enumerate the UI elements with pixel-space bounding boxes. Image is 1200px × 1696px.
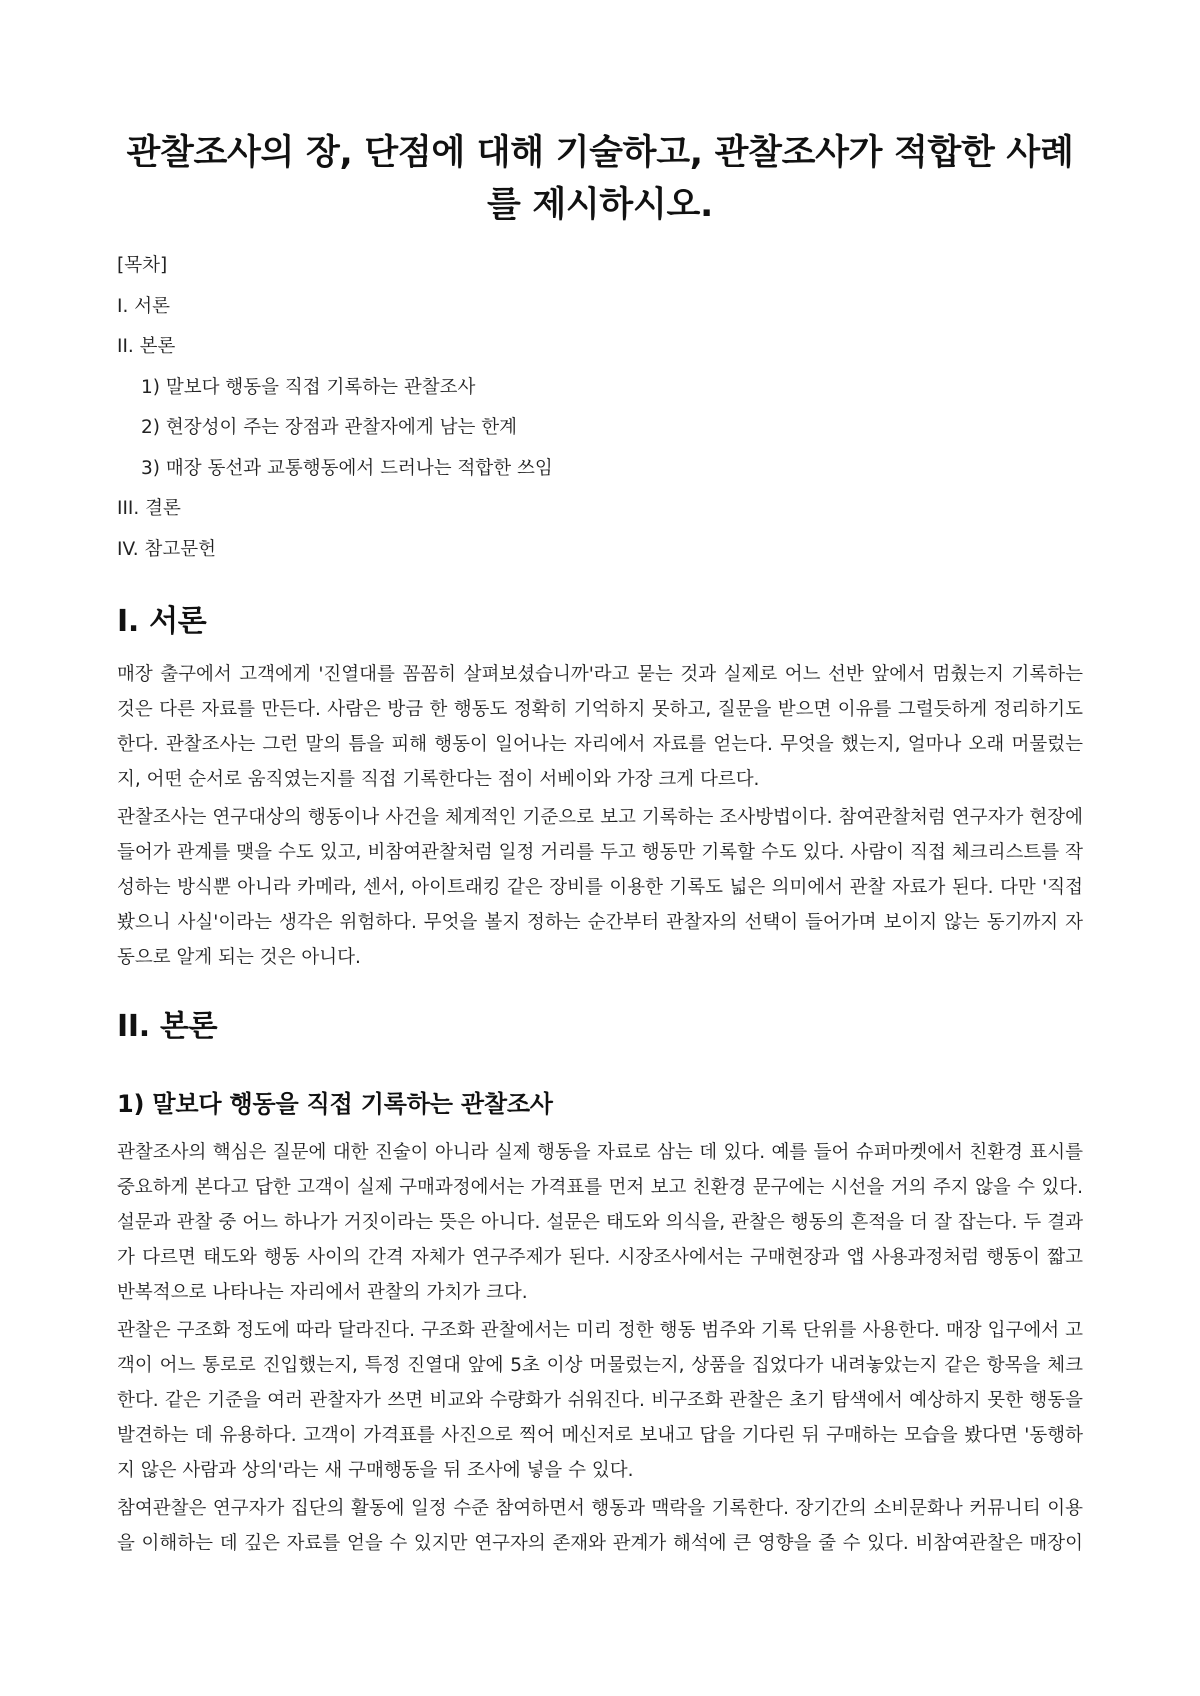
document-title: 관찰조사의 장, 단점에 대해 기술하고, 관찰조사가 적합한 사례를 제시하시오. [126,133,1074,225]
table-of-contents [117,246,1083,570]
section-introduction [117,602,1083,975]
paragraph: 관찰은 구조화 정도에 따라 달라진다. 구조화 관찰에서는 미리 정한 행동 범주와 기록 단위를 사용한다. 매장 입구에서 고객이 어느 통로로 진입했는지, 특정 진열대 앞에 5초 이상 머물렀는지, 상품을 집었다가 내려놓았는지 같은 항목을 체크한다. 같은 기준을 여러 관찰자가 쓰면 비교와 수량화가 쉬워진다. 비구조화 관찰은 초기 탐색에서 예상하지 못한 행동을 발견하는 데 유용하다. 고객이 가격표를 사진으로 찍어 메신저로 보내고 답을 기다린 뒤 구매하는 모습을 봤다면 '동행하지 않은 사람과 상의'라는 새 구매행동을 뒤 조사에 넣을 수 있다. [117,1320,1083,1481]
paragraph: 참여관찰은 연구자가 집단의 활동에 일정 수준 참여하면서 행동과 맥락을 기록한다. 장기간의 소비문화나 커뮤니티 이용을 이해하는 데 깊은 자료를 얻을 수 있지만 연구자의 존재와 관계가 해석에 큰 영향을 줄 수 있다. 비참여관찰은 매장이 [117,1498,1083,1554]
toc-item: III. 결론 [117,498,181,519]
toc-subitem: 1) 말보다 행동을 직접 기록하는 관찰조사 [141,376,476,398]
toc-subitem: 2) 현장성이 주는 장점과 관찰자에게 남는 한계 [141,417,517,438]
toc-heading: [목차] [117,255,168,276]
paragraph: 매장 출구에서 고객에게 '진열대를 꼼꼼히 살펴보셨습니까'라고 묻는 것과 실제로 어느 선반 앞에서 멈췄는지 기록하는 것은 다른 자료를 만든다. 사람은 방금 한 행동도 정확히 기억하지 못하고, 질문을 받으면 이유를 그럴듯하게 정리하기도 한다. 관찰조사는 그런 말의 틈을 피해 행동이 일어나는 자리에서 자료를 얻는다. 무엇을 했는지, 얼마나 오래 머물렀는지, 어떤 순서로 움직였는지를 직접 기록한다는 점이 서베이와 가장 크게 다르다. [117,663,1083,790]
section-heading: II. 본론 [117,1008,218,1044]
section-heading: I. 서론 [117,604,207,639]
paragraph: 관찰조사는 연구대상의 행동이나 사건을 체계적인 기준으로 보고 기록하는 조사방법이다. 참여관찰처럼 연구자가 현장에 들어가 관계를 맺을 수도 있고, 비참여관찰처럼 일정 거리를 두고 행동만 기록할 수도 있다. 사람이 직접 체크리스트를 작성하는 방식뿐 아니라 카메라, 센서, 아이트래킹 같은 장비를 이용한 기록도 넓은 의미에서 관찰 자료가 된다. 다만 '직접 봤으니 사실'이라는 생각은 위험하다. 무엇을 볼지 정하는 순간부터 관찰자의 선택이 들어가며 보이지 않는 동기까지 자동으로 알게 되는 것은 아니다. [117,806,1083,968]
toc-item: II. 본론 [117,336,176,357]
toc-subitem: 3) 매장 동선과 교통행동에서 드러나는 적합한 쓰임 [141,457,553,479]
toc-item: I. 서론 [117,295,170,317]
toc-item: IV. 참고문헌 [117,538,216,560]
paragraph: 관찰조사의 핵심은 질문에 대한 진술이 아니라 실제 행동을 자료로 삼는 데 있다. 예를 들어 슈퍼마켓에서 친환경 표시를 중요하게 본다고 답한 고객이 실제 구매과정에서는 가격표를 먼저 보고 친환경 문구에는 시선을 거의 주지 않을 수 있다. 설문과 관찰 중 어느 하나가 거짓이라는 뜻은 아니다. 설문은 태도와 의식을, 관찰은 행동의 흔적을 더 잘 잡는다. 두 결과가 다르면 태도와 행동 사이의 간격 자체가 연구주제가 된다. 시장조사에서는 구매현장과 앱 사용과정처럼 행동이 짧고 반복적으로 나타나는 자리에서 관찰의 가치가 크다. [117,1142,1083,1303]
section-body [117,1007,1083,1562]
subsection-heading: 1) 말보다 행동을 직접 기록하는 관찰조사 [117,1089,553,1118]
